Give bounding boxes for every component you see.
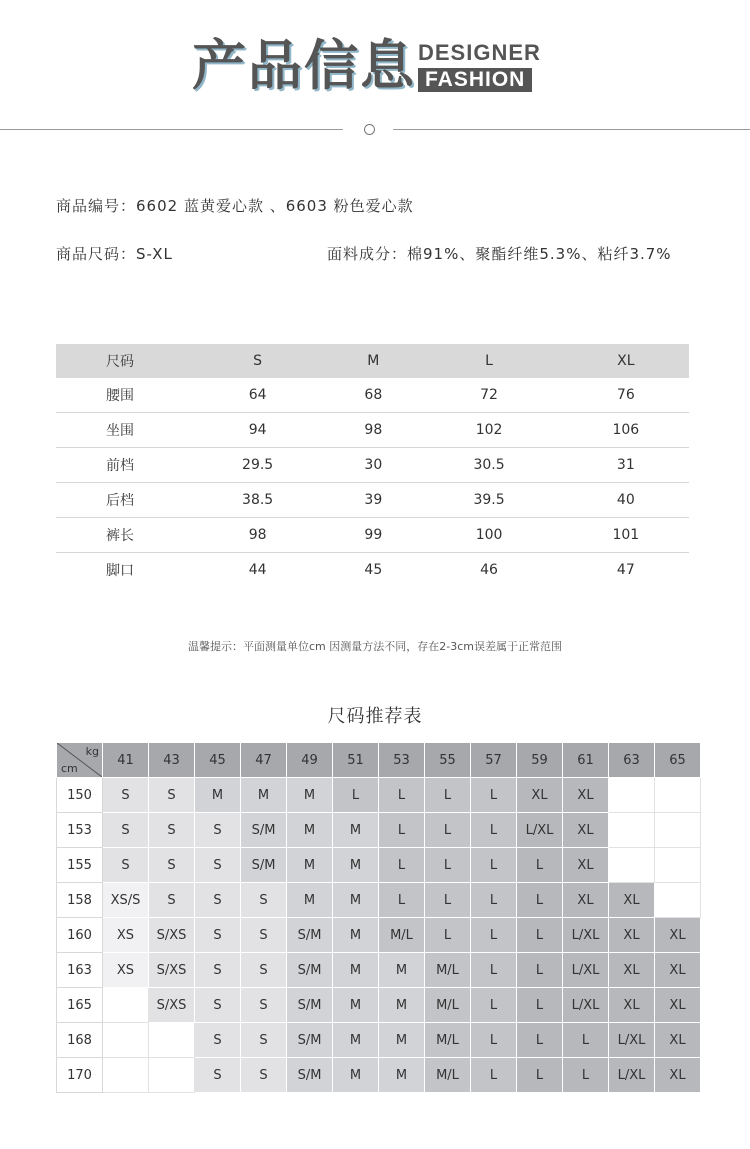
height-label: 160 — [57, 918, 103, 953]
size-cell: S/XS — [149, 953, 195, 988]
size-cell: L — [517, 1023, 563, 1058]
weight-header: 61 — [563, 743, 609, 778]
size-range: 商品尺码：S-XL — [56, 245, 173, 263]
measure-label: 前档 — [56, 448, 184, 483]
page-title: 产品信息 — [192, 34, 416, 97]
size-cell: S/M — [241, 813, 287, 848]
size-cell — [149, 1023, 195, 1058]
size-cell: L — [425, 813, 471, 848]
size-cell: L/XL — [563, 953, 609, 988]
size-cell: S — [195, 988, 241, 1023]
size-cell: L — [563, 1023, 609, 1058]
height-unit-label: cm — [61, 762, 78, 775]
height-label: 155 — [57, 848, 103, 883]
table-cell: 102 — [415, 413, 562, 448]
table-row — [57, 988, 701, 1023]
size-header-m: M — [331, 344, 415, 378]
table-cell: 64 — [184, 378, 331, 413]
size-cell: XL — [655, 988, 701, 1023]
size-cell: S/M — [241, 848, 287, 883]
size-cell: M — [333, 1058, 379, 1093]
table-cell: 30 — [331, 448, 415, 483]
size-cell — [149, 1058, 195, 1093]
size-cell: S/M — [287, 1023, 333, 1058]
size-cell: L — [379, 883, 425, 918]
size-cell: S — [195, 1058, 241, 1093]
size-cell: XL — [563, 813, 609, 848]
size-cell: M — [333, 848, 379, 883]
size-cell: M — [195, 778, 241, 813]
size-cell: L — [471, 778, 517, 813]
measure-label: 裤长 — [56, 518, 184, 553]
size-cell: L — [379, 848, 425, 883]
corner-cell — [57, 743, 103, 778]
size-cell: S/XS — [149, 988, 195, 1023]
size-cell: S — [195, 883, 241, 918]
size-cell: XL — [655, 953, 701, 988]
size-cell: S — [149, 778, 195, 813]
weight-header: 41 — [103, 743, 149, 778]
table-cell: 31 — [563, 448, 689, 483]
size-cell: L — [517, 1058, 563, 1093]
size-cell: M — [287, 848, 333, 883]
size-cell: S — [103, 848, 149, 883]
height-label: 170 — [57, 1058, 103, 1093]
size-cell: M/L — [425, 988, 471, 1023]
size-cell: XL — [609, 988, 655, 1023]
circle-ornament-icon — [364, 124, 375, 135]
size-recommend-table — [56, 742, 701, 1093]
size-cell — [103, 1058, 149, 1093]
table-row — [57, 918, 701, 953]
table-row — [57, 953, 701, 988]
table-row — [57, 1023, 701, 1058]
size-cell: XL — [655, 1023, 701, 1058]
size-cell — [655, 813, 701, 848]
page-header — [0, 30, 750, 100]
size-cell: M/L — [379, 918, 425, 953]
weight-header: 63 — [609, 743, 655, 778]
table-cell: 46 — [480, 562, 498, 578]
size-cell: XL — [609, 918, 655, 953]
size-cell: L — [517, 953, 563, 988]
size-cell — [103, 988, 149, 1023]
size-cell: XS/S — [103, 883, 149, 918]
table-row — [56, 448, 689, 483]
table-cell: 30.5 — [415, 448, 562, 483]
size-cell: XL — [609, 883, 655, 918]
weight-header: 51 — [333, 743, 379, 778]
weight-header: 47 — [241, 743, 287, 778]
size-cell: XL — [609, 953, 655, 988]
divider-left — [0, 129, 343, 130]
fabric-composition: 面料成分：棉91%、聚酯纤维5.3%、粘纤3.7% — [327, 245, 672, 263]
table-cell: 29.5 — [184, 448, 331, 483]
size-cell — [655, 778, 701, 813]
size-cell: S/M — [287, 988, 333, 1023]
size-cell: M — [379, 988, 425, 1023]
size-cell — [103, 1023, 149, 1058]
size-cell: M — [333, 918, 379, 953]
size-cell: M — [333, 988, 379, 1023]
size-cell: S — [241, 1058, 287, 1093]
size-cell: XL — [517, 778, 563, 813]
size-cell: L — [563, 1058, 609, 1093]
height-label: 158 — [57, 883, 103, 918]
table-row — [57, 813, 701, 848]
size-cell: L/XL — [609, 1058, 655, 1093]
recommend-title: 尺码推荐表 — [327, 706, 423, 727]
size-cell: S — [241, 953, 287, 988]
size-header-xl: XL — [563, 344, 689, 378]
size-cell: L/XL — [563, 918, 609, 953]
brand-line-designer: DESIGNER — [418, 40, 541, 65]
table-cell: 72 — [415, 378, 562, 413]
size-cell: M — [333, 1023, 379, 1058]
size-cell: S/M — [287, 953, 333, 988]
size-header-l: L — [415, 344, 562, 378]
size-header-s: S — [184, 344, 331, 378]
measure-label: 腰围 — [56, 378, 184, 413]
size-cell: L — [425, 778, 471, 813]
size-cell: L — [471, 883, 517, 918]
measure-label: 坐围 — [56, 413, 184, 448]
table-cell: 98 — [331, 413, 415, 448]
size-cell: S — [241, 988, 287, 1023]
size-cell: L — [333, 778, 379, 813]
size-cell: M — [287, 778, 333, 813]
size-cell: L — [517, 918, 563, 953]
table-cell: 45 — [364, 562, 383, 578]
table-cell: 100 — [415, 518, 562, 553]
table-row — [57, 883, 701, 918]
size-cell — [655, 883, 701, 918]
size-cell: L — [471, 813, 517, 848]
height-label: 150 — [57, 778, 103, 813]
weight-header: 57 — [471, 743, 517, 778]
size-cell: M — [287, 883, 333, 918]
size-cell: S — [195, 918, 241, 953]
size-cell: M — [241, 778, 287, 813]
weight-header: 53 — [379, 743, 425, 778]
size-cell: L — [471, 988, 517, 1023]
size-cell: XS — [103, 918, 149, 953]
size-cell: L/XL — [517, 813, 563, 848]
size-cell: L — [471, 1023, 517, 1058]
table-row — [57, 848, 701, 883]
size-cell: S — [241, 1023, 287, 1058]
table-cell: 68 — [331, 378, 415, 413]
size-cell — [609, 813, 655, 848]
table-cell: 98 — [184, 518, 331, 553]
size-cell: L — [517, 988, 563, 1023]
table-row — [56, 483, 689, 518]
size-cell: L — [471, 918, 517, 953]
size-cell: S — [195, 953, 241, 988]
size-cell: L/XL — [609, 1023, 655, 1058]
size-cell: L — [471, 848, 517, 883]
size-cell: M — [333, 953, 379, 988]
size-cell: S — [195, 1023, 241, 1058]
table-cell: 99 — [331, 518, 415, 553]
table-cell: 101 — [563, 518, 689, 553]
table-cell: 39 — [331, 483, 415, 518]
size-cell: L/XL — [563, 988, 609, 1023]
table-row — [56, 378, 689, 413]
recommend-header-row — [57, 743, 701, 778]
size-cell: L — [379, 778, 425, 813]
measure-label: 脚口 — [106, 563, 134, 579]
weight-header: 65 — [655, 743, 701, 778]
size-cell: S — [241, 883, 287, 918]
size-cell: S — [103, 778, 149, 813]
size-cell: M/L — [425, 1058, 471, 1093]
size-cell: S — [103, 813, 149, 848]
size-cell: L — [517, 883, 563, 918]
size-cell: S — [149, 813, 195, 848]
size-cell: S — [149, 848, 195, 883]
size-cell: L — [425, 848, 471, 883]
item-number: 商品编号：6602 蓝黄爱心款 、6603 粉色爱心款 — [56, 197, 414, 215]
weight-header: 45 — [195, 743, 241, 778]
size-measurement-table — [56, 344, 689, 587]
height-label: 168 — [57, 1023, 103, 1058]
size-cell: M — [379, 1058, 425, 1093]
size-cell: S — [195, 813, 241, 848]
table-row — [56, 413, 689, 448]
size-cell: XL — [563, 883, 609, 918]
size-table-header — [56, 344, 689, 378]
height-label: 163 — [57, 953, 103, 988]
size-cell: XL — [563, 778, 609, 813]
divider-right — [393, 129, 750, 130]
height-label: 153 — [57, 813, 103, 848]
table-row — [57, 778, 701, 813]
weight-header: 55 — [425, 743, 471, 778]
size-cell: S/M — [287, 1058, 333, 1093]
size-cell: L — [425, 883, 471, 918]
table-cell: 94 — [184, 413, 331, 448]
size-cell — [609, 778, 655, 813]
size-cell: L — [425, 918, 471, 953]
size-cell: M/L — [425, 1023, 471, 1058]
size-cell: S — [241, 918, 287, 953]
table-row — [57, 1058, 701, 1093]
size-cell: XL — [655, 918, 701, 953]
table-cell: 40 — [563, 483, 689, 518]
weight-header: 59 — [517, 743, 563, 778]
table-cell: 39.5 — [415, 483, 562, 518]
size-header-label: 尺码 — [56, 344, 184, 378]
size-cell: S — [149, 883, 195, 918]
table-cell: 106 — [563, 413, 689, 448]
weight-unit-label: kg — [85, 745, 99, 758]
size-cell: XL — [655, 1058, 701, 1093]
table-row — [56, 518, 689, 553]
size-cell: L — [471, 1058, 517, 1093]
size-cell: M — [333, 813, 379, 848]
size-cell: M/L — [425, 953, 471, 988]
height-label: 165 — [57, 988, 103, 1023]
size-cell — [655, 848, 701, 883]
size-cell: M — [287, 813, 333, 848]
size-cell: S/M — [287, 918, 333, 953]
table-cell: 44 — [248, 562, 267, 578]
table-cell: 76 — [563, 378, 689, 413]
table-cell: 38.5 — [184, 483, 331, 518]
size-cell: M — [333, 883, 379, 918]
size-cell: XS — [103, 953, 149, 988]
table-cell: 47 — [616, 562, 635, 578]
size-cell: S — [195, 848, 241, 883]
brand-line-fashion: FASHION — [418, 68, 532, 92]
measurement-tip: 温馨提示：平面测量单位cm 因测量方法不同，存在2-3cm误差属于正常范围 — [188, 640, 562, 653]
size-cell: L — [517, 848, 563, 883]
measure-label: 后档 — [56, 483, 184, 518]
size-cell: L — [471, 953, 517, 988]
size-cell: M — [379, 1023, 425, 1058]
size-cell: L — [379, 813, 425, 848]
size-cell — [609, 848, 655, 883]
weight-header: 43 — [149, 743, 195, 778]
weight-header: 49 — [287, 743, 333, 778]
table-row — [56, 553, 689, 588]
size-cell: XL — [563, 848, 609, 883]
size-cell: M — [379, 953, 425, 988]
size-cell: S/XS — [149, 918, 195, 953]
